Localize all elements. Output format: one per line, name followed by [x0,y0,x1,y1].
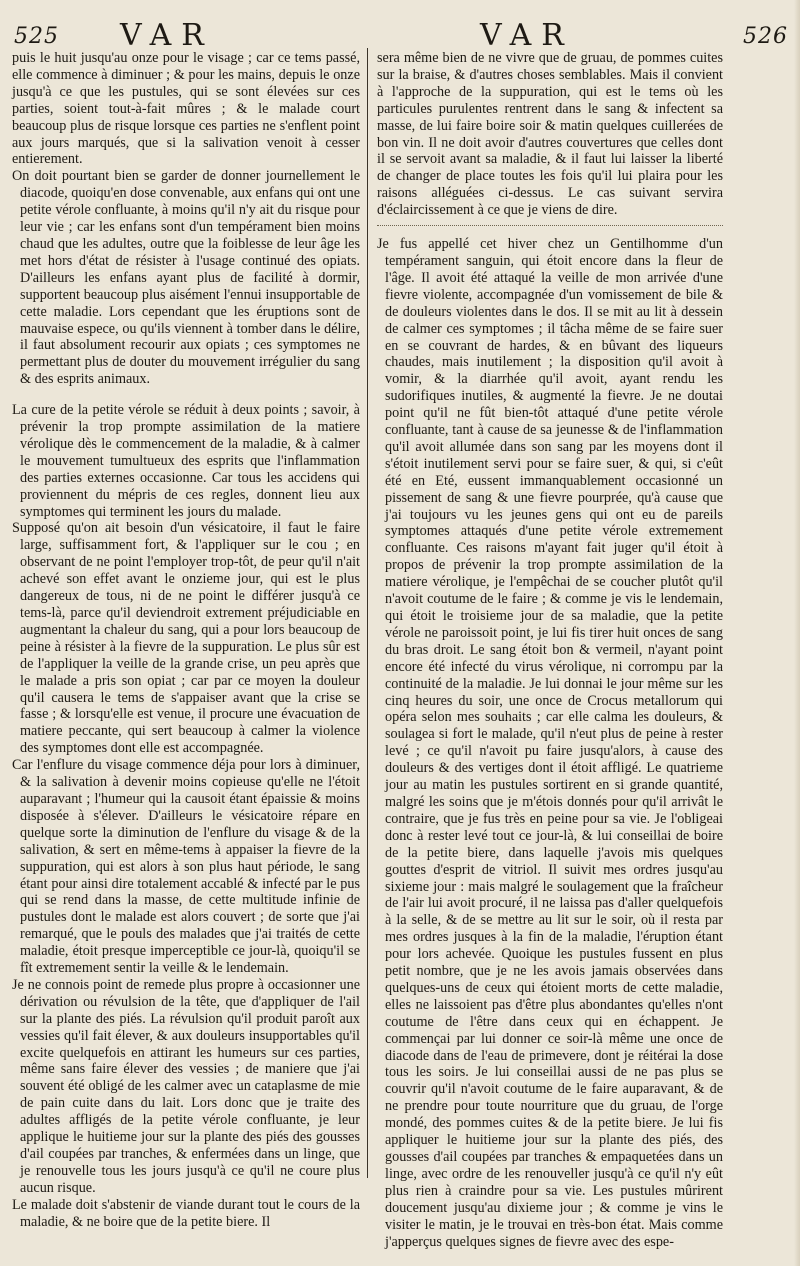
left-page-number: 525 [14,24,59,49]
left-column [12,50,360,1231]
page-edge-shadow [794,0,800,1266]
section-separator [377,225,723,226]
paragraph-gap [12,388,360,402]
paragraph: Je fus appellé cet hiver chez un Gentilhomme d'un tempérament sanguin, qui étoit encore dans la fleur de l'âge. Il avoit été attaqué la veille de mon arrivée d'une fievre violente, accompagnée d'un vomissement de bile & de douleurs violentes dans le dos. Il se mit au lit à dessein de calmer ces symptomes ; il tâcha même de se faire suer en se couvrant de hardes, & en bûvant des liqueurs chaudes, mais inutilement ; la disposition qu'il avoit à vomir, & la diarrhée qu'il avoit, ayant rendu les sudorifiques inutiles, & augmenté la fievre. Je ne doutai point qu'il ne fût bien-tôt attaqué d'une petite vérole confluante, tant à cause de sa jeunesse & de l'inflammation qu'il avoit allumée dans son sang par les moyens dont il s'étoit inutilement servi pour se faire suer, & qui, si c'eût été en Eté, eussent immanquablement occasionné un pissement de sang & une fievre pourprée, qu'à cause que j'ai toujours vu les jeunes gens qui ont eu de pareils symptomes attaqués d'une petite vérole extremement confluante. Ces raisons m'ayant fait juger qu'il étoit à propos de prévenir la trop prompte assimilation de la matiere vérolique, je l'empêchai de se coucher plutôt qu'il n'avoit coutume de le faire ; & comme je vis le lendemain, qui étoit le troisieme jour de sa maladie, que la petite vérole ne paroissoit point, je lui fis tirer huit onces de sang du bras droit. Le sang étoit bon & vermeil, n'ayant point encore été infecté du virus vérolique, ni corrompu par la continuité de la maladie. Je lui donnai le jour même sur les cinq heures du soir, une once de Crocus metallorum qui opéra selon mes souhaits ; car elle calma les douleurs, & soulagea si fort le malade, qu'il n'eut plus de peine à rester levé ; ce qu'il n'avoit pu faire jusqu'alors, à cause des douleurs & des vertiges dont il étoit affligé. Le quatrieme jour au matin les pustules sortirent en si grande quantité, malgré les soins que je m'étois donnés pour qu'il arrivât le contraire, que je fus très en peine pour sa vie. Je l'obligeai donc à rester levé tout ce jour-là, & lui conseillai de boire de la petite biere, dans laquelle j'avois mis quelques gouttes d'esprit de vitriol. Il suivit mes ordres jusqu'au sixieme jour : mais malgré le soulagement que la fraîcheur de l'air lui avoit procuré, il ne laissa pas d'aller quelquefois à la selle, & de se mettre au lit sur le soir, où il resta par mes ordres jusques à la fin de la maladie, l'éruption étant pour lors achevée. Quoique les pustules fussent en plus petit nombre, que je ne les avois jamais observées dans quelques-uns de ceux qui étoient morts de cette maladie, elles ne laissoient pas d'être plus abondantes qu'elles n'ont coutume de l'être dans ceux qui en échappent. Je commençai par lui donner ce soir-là même une once de diacode dans de l'eau de primevere, dont je réitérai la dose tous les soirs. Je lui conseillai aussi de ne pas plus se couvrir qu'il n'avoit coutume de le faire auparavant, & de ne prendre pour toute nourriture que du gruau, de l'orge mondé, des pommes cuites & de la petite biere. Je lui fis appliquer le huitieme jour sur la plante des piés, des gousses d'ail coupées par tranches & empaquetées dans un linge, avec ordre de les renouveller jusqu'à ce qu'il n'y eût plus rien à craindre pour sa vie. Les pustules mûrirent doucement jusqu'au dixieme jour ; & comme je vins le visiter le matin, je le trouvai en très-bon état. Mais comme j'apperçus quelques signes de fievre avec des espe- [377,236,723,1250]
left-running-title: VAR [120,18,214,53]
paragraph: sera même bien de ne vivre que de gruau, de pommes cuites sur la braise, & d'autres choses semblables. Mais il convient à l'approche de la suppuration, qui est le tems où les particules purulentes rentrent dans le sang & infectent sa masse, de lui faire boire soir & matin quelques cuillerées de bon vin. Il ne doit avoir d'autres couvertures que celles dont il se servoit avant sa maladie, & il faut lui laisser la liberté de changer de place toutes les fois qu'il lui plaira pour les raisons alléguées ci-dessus. Le cas suivant servira d'éclaircissement à ce que je viens de dire. [377,50,723,219]
right-page-number: 526 [743,24,788,49]
paragraph: La cure de la petite vérole se réduit à deux points ; savoir, à prévenir la trop prompte assimilation de la matiere vérolique dès le commencement de la maladie, & à calmer le mouvement tumultueux des esprits que l'inflammation des parties externes occasionne. Car tous les accidens qui proviennent du mépris de ces regles, donnent lieu aux symptomes qui terminent les jours du malade. [12,402,360,520]
paragraph: On doit pourtant bien se garder de donner journellement le diacode, quoiqu'en dose convenable, aux enfans qui ont une petite vérole confluante, à moins qu'il n'y ait du risque pour leur vie ; car les enfans sont d'un tempérament bien moins chaud que les adultes, outre que la foiblesse de leur âge les met hors d'état de résister à l'usage continué des opiats. D'ailleurs les enfans ayant plus de facilité à dormir, supportent beaucoup plus aisément l'ennui insupportable de cette maladie. Lors cependant que les éruptions sont de mauvaise espece, ou qu'ils viennent à tomber dans le délire, il faut absolument recourir aux opiats ; ces symptomes ne permettant plus de douter du mouvement irrégulier du sang & des esprits animaux. [12,168,360,388]
paragraph: Je ne connois point de remede plus propre à occasionner une dérivation ou révulsion de la tête, que d'appliquer de l'ail sur la plante des piés. La révulsion qu'il produit paroît aux vessies qu'il fait élever, & aux douleurs insupportables qu'il excite quelquefois en attirant les humeurs sur ces parties, même sans faire élever des vessies ; de maniere que j'ai souvent été obligé de les calmer avec un cataplasme de mie de pain cuite dans du lait. Lors donc que je traite des adultes affligés de la petite vérole confluante, je leur applique le huitieme jour sur la plante des piés des gousses d'ail coupées par tranches, & enfermées dans un linge, que je renouvelle tous les jours jusqu'à ce qu'il ne coure plus aucun risque. [12,976,360,1196]
paragraph: Le malade doit s'abstenir de viande durant tout le cours de la maladie, & ne boire que de la petite biere. Il [12,1196,360,1230]
paragraph: Supposé qu'on ait besoin d'un vésicatoire, il faut le faire large, suffisamment fort, & l'appliquer sur le cou ; en observant de ne point l'employer trop-tôt, de peur qu'il n'ait achevé son effet avant le onzieme jour, qui est le plus dangereux de tous, ni de ne point le différer jusqu'à ce tems-là, parce qu'il deviendroit extrement préjudiciable en augmentant la chaleur du sang, qui a pour lors beaucoup de peine à résister à la fievre de la suppuration. Le plus sûr est de l'appliquer la veille de la grande crise, un peu après que le malade a pris son opiat ; car par ce moyen la douleur qu'il causera le tems de s'appaiser avant que la crise se fasse ; & lorsqu'elle est venue, il procure une évacuation de matiere peccante, qui sert beaucoup à calmer la violence des symptomes dont elle est accompagnée. [12,520,360,757]
right-column [377,50,723,1250]
right-running-title: VAR [480,18,574,53]
paragraph: puis le huit jusqu'au onze pour le visage ; car ce tems passé, elle commence à diminuer ; & pour les mains, depuis le onze jusqu'à ce que les pustules, qui se sont élevées sur ces parties, soient tout-à-fait mûres ; & le malade court beaucoup plus de risque lorsque ces parties ne s'enflent point aux jours marqués, que si la salivation venoit à cesser entierement. [12,50,360,168]
paragraph: Car l'enflure du visage commence déja pour lors à diminuer, & la salivation à devenir moins copieuse qu'elle ne l'étoit auparavant ; l'humeur qui la causoit étant épaissie & moins disposée à s'élever. D'ailleurs le vésicatoire répare en quelque sorte la diminution de l'enflure du visage & de la salivation, & sert en même-tems à appaiser la fievre de la suppuration, qui est alors à son plus haut période, le sang étant pour ainsi dire totalement accablé & infecté par le pus qui se rend dans la masse, de cette multitude infinie de pustules dont le malade est alors couvert ; de sorte que j'ai remarqué, que le pouls des malades que j'ai traités de cette maladie, étoit presque imperceptible ce jour-là, quoiqu'il se fît extremement sentir la veille & le lendemain. [12,757,360,977]
column-divider [367,48,368,1178]
